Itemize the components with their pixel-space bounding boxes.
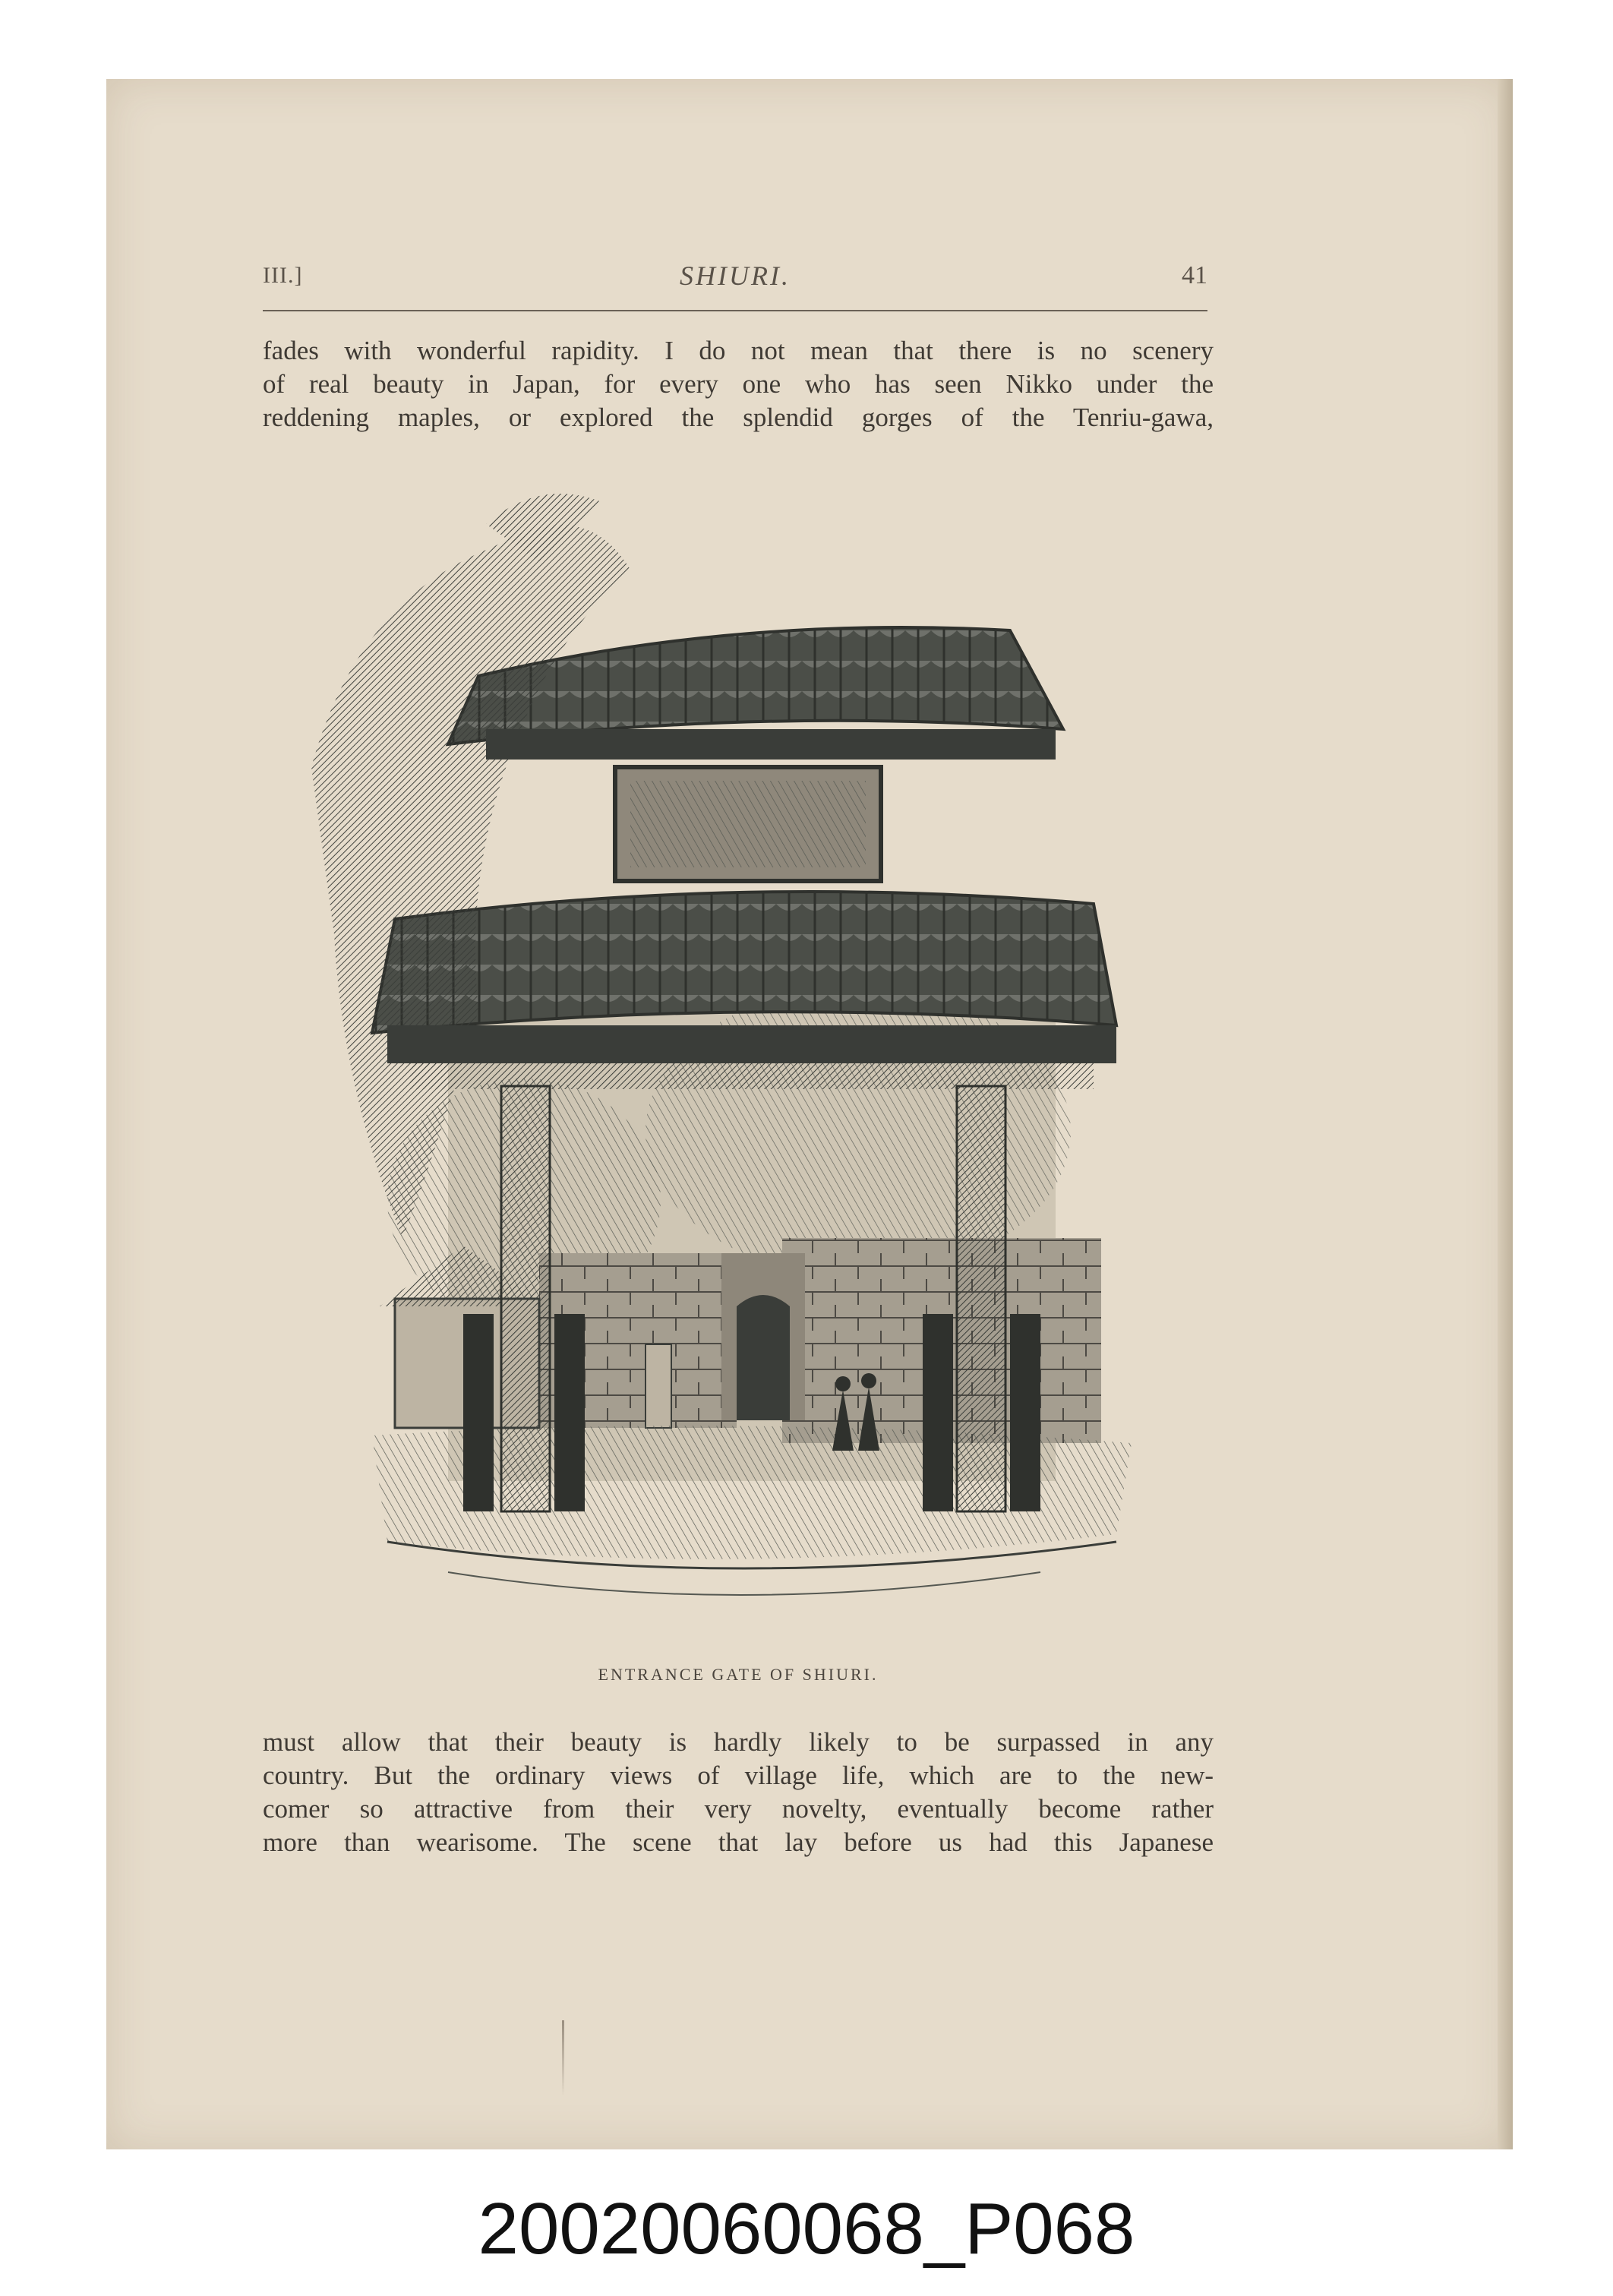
page-edge — [1498, 79, 1513, 2149]
text-line: fades with wonderful rapidity. I do not mean that there is no scenery — [263, 336, 1214, 365]
running-title: SHIURI. — [680, 261, 791, 291]
text-line: comer so attractive from their very novelty, eventually become rather — [263, 1794, 1214, 1824]
text-line: country. But the ordinary views of village life, which are to the new- — [263, 1761, 1214, 1790]
text-line: more than wearisome. The scene that lay before us had this Japanese — [263, 1827, 1214, 1857]
page-number: 41 — [1182, 261, 1207, 289]
chapter-marker: III.] — [263, 263, 303, 288]
figure-caption: ENTRANCE GATE OF SHIURI. — [598, 1665, 879, 1684]
running-head — [263, 257, 1207, 302]
gate-engraving — [311, 478, 1162, 1648]
catalog-id-label: 20020060068_P068 — [478, 2188, 1135, 2269]
text-line: of real beauty in Japan, for every one who has seen Nikko under the — [263, 369, 1214, 399]
text-line: reddening maples, or explored the splendid gorges of the Tenriu-gawa, — [263, 403, 1214, 432]
paper-mark — [562, 2020, 564, 2096]
body-text-top — [263, 334, 1214, 434]
header-rule — [263, 310, 1207, 311]
body-text-bottom — [263, 1726, 1214, 1859]
text-line: must allow that their beauty is hardly likely to be surpassed in any — [263, 1727, 1214, 1757]
